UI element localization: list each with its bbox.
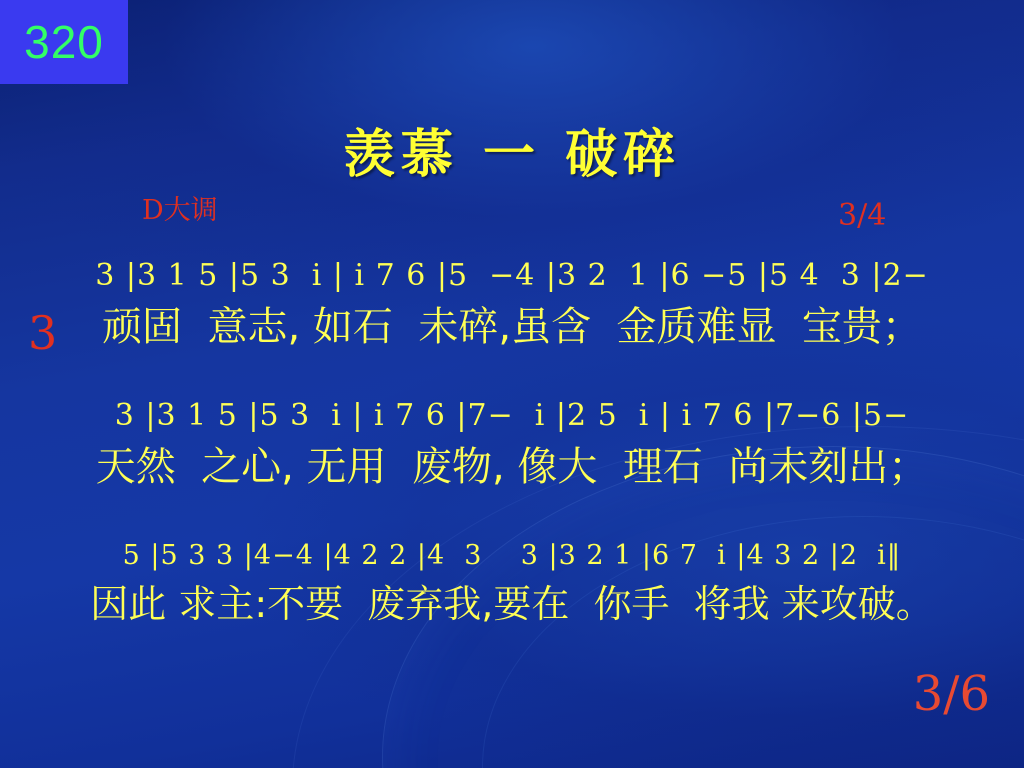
music-line-3 xyxy=(0,540,1024,628)
notation-row: 3 |3 1 5 |5 3 i | i 7 6 |5 −4 |3 2 1 |6 −5 |5 4 3 |2− xyxy=(95,258,929,293)
page-number-text: 320 xyxy=(24,16,104,68)
notation-row: 3 |3 1 5 |5 3 i | i 7 6 |7− i |2 5 i | i 7 6 |7−6 |5− xyxy=(114,398,910,433)
beat-marker: 3 xyxy=(28,306,58,360)
lyrics-row: 天然 之心, 无用 废物, 像大 理石 尚未刻出； xyxy=(95,444,929,490)
song-title: 羡慕 一 破碎 xyxy=(342,125,682,185)
music-line-1 xyxy=(0,258,1024,352)
slide-counter: 3/6 xyxy=(912,666,990,722)
notation-row: 5 |5 3 3 |4−4 |4 2 2 |4 3 3 |3 2 1 |6 7 i |4 3 2 |2 i‖ xyxy=(122,540,902,571)
music-line-2 xyxy=(0,398,1024,492)
key-signature-label: D大调 xyxy=(142,195,218,226)
page-number-badge xyxy=(0,0,128,84)
lyrics-row: 顽固 意志, 如石 未碎,虽含 金质难显 宝贵； xyxy=(102,304,922,350)
time-signature-label: 3/4 xyxy=(838,198,887,233)
lyrics-row: 因此 求主:不要 废弃我,要在 你手 将我 来攻破。 xyxy=(90,582,934,626)
